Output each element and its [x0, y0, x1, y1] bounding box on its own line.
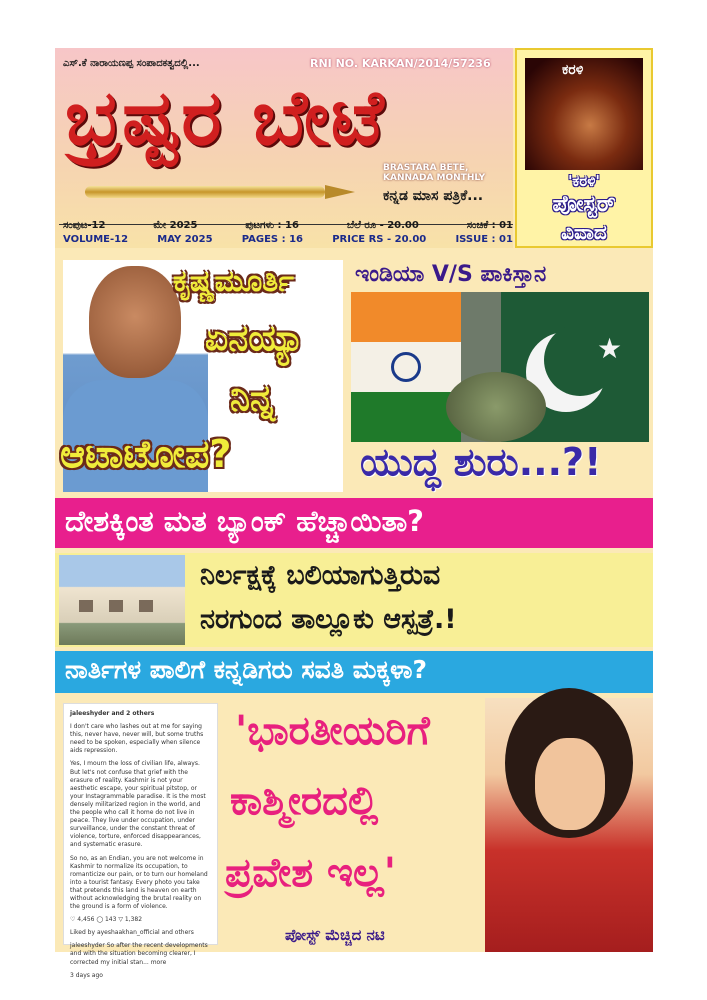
poster-line-3: ವಿವಾದ	[561, 220, 607, 244]
northerners-banner	[55, 651, 653, 693]
hospital-window	[79, 600, 93, 612]
india-flag-green	[351, 392, 461, 442]
pages-en: PAGES : 16	[241, 234, 304, 245]
hospital-photo	[59, 555, 185, 645]
ashoka-chakra-icon	[391, 352, 421, 382]
india-flag-saffron	[351, 292, 461, 342]
volume-kn: ಸಂಪುಟ-12	[63, 220, 106, 231]
masthead-title: ಭ್ರಷ್ಟರ ಬೇಟೆ	[65, 73, 386, 162]
soldiers-image	[446, 372, 546, 442]
month-kn: ಮೇ 2025	[153, 220, 198, 231]
issue-kn: ಸಂಚಿಕೆ : 01	[466, 220, 513, 231]
hospital-window	[109, 600, 123, 612]
man-face	[89, 266, 181, 378]
vote-bank-text: ದೇಶಕ್ಕಿಂತ ಮತ ಬ್ಯಾಂಕ್ ಹೆಚ್ಚಾಯಿತಾ?	[65, 504, 425, 538]
insta-paragraph: So no, as an Endian, you are not welcome in Kashmir to normalize its occupation, to romanticize our pain, or to turn our homeland into a tourist fantasy. Every photo you take that pretends this land is heaven on earth without acknowledging the brutal reality on the ground is a form of violence.	[70, 854, 208, 911]
film-poster-title: ಕರಳಿ	[562, 62, 584, 78]
actress-photo	[485, 698, 653, 952]
quote-line-1: 'ಭಾರತೀಯರಿಗೆ	[235, 708, 430, 754]
insta-paragraph: I don't care who lashes out at me for saying this, never have, never will, but some truths need to be spoken, especially when silence aids repression.	[70, 723, 204, 755]
hospital-line-2: ನರಗುಂದ ತಾಲ್ಲೂಕು ಆಸ್ಪತ್ರೆ.!	[200, 604, 457, 635]
subtitle-kannada: ಕನ್ನಡ ಮಾಸ ಪತ್ರಿಕೆ...	[383, 188, 484, 204]
poster-line-2: ಪೋಸ್ಟರ್	[552, 192, 616, 217]
masthead	[55, 48, 513, 248]
hospital-window	[139, 600, 153, 612]
k-line-3: ನಿನ್ನ	[230, 378, 275, 419]
editor-line: ಎಸ್.ಕೆ ನಾರಾಯಣಪ್ಪ ಸಂಪಾದಕತ್ವದಲ್ಲಿ...	[63, 58, 200, 69]
insta-paragraph: Yes, I mourn the loss of civilian life, always. But let's not confuse that grief with the erasure of reality. Kashmir is not your aesthetic escape, your spiritual pitstop, or your Instagrammable paradise. It is the most densely militarized region in the world, and the people who call it home do not live in peace. They live under occupation, under surveillance, under the constant threat of violence, torture, enforced disappearances, and systematic erasure.	[70, 760, 206, 849]
price-kn: ಬೆಲೆ ರೂ - 20.00	[346, 220, 419, 231]
volume-en: VOLUME-12	[63, 234, 129, 245]
actress-caption: ಪೋಸ್ಟ್ ಮೆಚ್ಚಿದ ನಟಿ	[285, 926, 385, 944]
fountain-pen-icon	[85, 186, 325, 198]
insta-caption: jaleeshyder So after the recent developments and with the situation becoming clearer, I corrected my initial stan... more	[70, 942, 208, 966]
insta-stats: ♡ 4,456 ◯ 143 ▽ 1,382	[70, 916, 143, 924]
k-line-2: ಏನಯ್ಯಾ	[205, 318, 305, 359]
pages-kn: ಪುಟಗಳು : 16	[245, 220, 299, 231]
subtitle-english: BRASTARA BETE, KANNADA MONTHLY	[383, 163, 486, 183]
instagram-post	[63, 703, 218, 979]
film-poster-image	[525, 58, 643, 170]
insta-header: jaleeshyder and 2 others	[70, 710, 155, 717]
k-line-1: ಕೃಷ್ಣಮೂರ್ತಿ	[173, 264, 294, 299]
poster-line-1: 'ಕರಳಿ'	[567, 172, 601, 190]
vote-bank-banner	[55, 498, 653, 548]
month-en: MAY 2025	[157, 234, 213, 245]
poster-controversy-box	[515, 48, 653, 248]
hospital-line-1: ನಿರ್ಲಕ್ಷಕ್ಕೆ ಬಲಿಯಾಗುತ್ತಿರುವ	[200, 560, 441, 591]
k-line-4: ಆಟಾಟೋಪ?	[60, 432, 232, 476]
northerners-text: ನಾರ್ತಿಗಳ ಪಾಲಿಗೆ ಕನ್ನಡಿಗರು ಸವತಿ ಮಕ್ಕಳಾ?	[65, 655, 427, 684]
pen-nib-icon	[325, 185, 355, 199]
star-icon: ★	[597, 332, 623, 365]
issue-info-english	[63, 234, 513, 245]
war-headline: ಯುದ್ಧ ಶುರು...?!	[360, 440, 602, 484]
issue-en: ISSUE : 01	[455, 234, 513, 245]
quote-line-2: ಕಾಶ್ಮೀರದಲ್ಲಿ	[230, 778, 379, 824]
price-en: PRICE RS - 20.00	[332, 234, 427, 245]
issue-info-kannada	[63, 220, 513, 231]
flags-image	[351, 292, 649, 442]
rni-number: RNI NO. KARKAN/2014/57236	[310, 57, 491, 70]
quote-line-3: ಪ್ರವೇಶ ಇಲ್ಲ'	[225, 850, 396, 896]
actress-face	[535, 738, 605, 830]
india-pakistan-headline: ಇಂಡಿಯಾ V/S ಪಾಕಿಸ್ತಾನ	[355, 262, 547, 287]
insta-time: 3 days ago	[70, 971, 103, 979]
insta-liked-by: Liked by ayeshaakhan_official and others	[70, 929, 194, 937]
magazine-cover	[55, 48, 653, 979]
